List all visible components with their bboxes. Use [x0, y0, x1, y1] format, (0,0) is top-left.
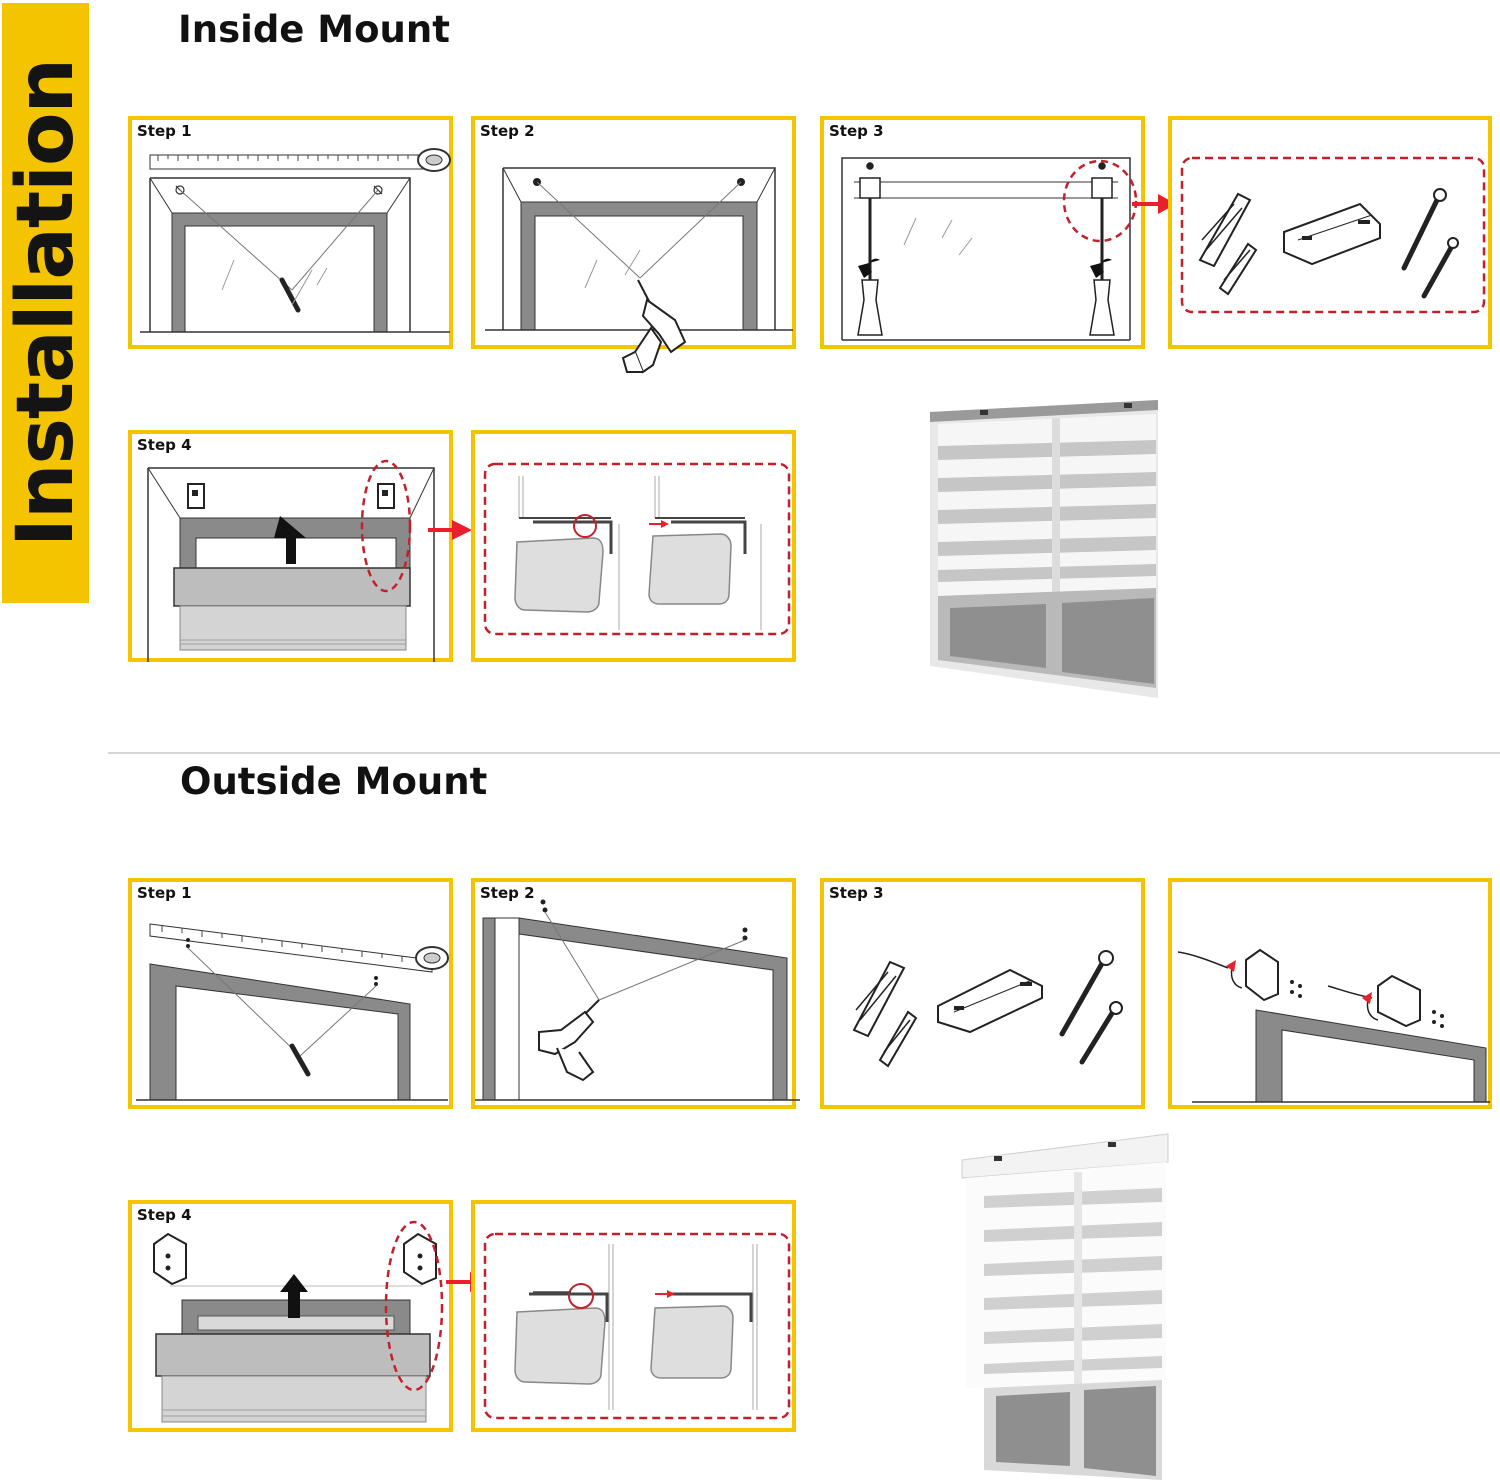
- inside-bracket-detail-panel: [471, 430, 796, 662]
- inside-step-1-diagram: [132, 120, 457, 353]
- outside-step-2-panel: [471, 878, 796, 1109]
- inside-mount-title: Inside Mount: [178, 8, 450, 51]
- hardware-kit-diagram: [1172, 120, 1496, 353]
- inside-step-4-label: Step 4: [137, 436, 192, 454]
- inside-bracket-detail-diagram: [475, 434, 800, 666]
- outside-step-4-panel: [128, 1200, 453, 1432]
- zebra-blind-outside-illustration: [956, 1132, 1170, 1482]
- outside-bracket-detail-panel: [471, 1200, 796, 1432]
- inside-step-4-diagram: [132, 434, 457, 666]
- outside-step-1-diagram: [132, 882, 457, 1113]
- outside-bracket-detail-diagram: [475, 1204, 800, 1436]
- outside-step-3-panel: [820, 878, 1145, 1109]
- section-divider: [108, 752, 1500, 754]
- inside-step-3-panel: [820, 116, 1145, 349]
- outside-step-1-label: Step 1: [137, 884, 192, 902]
- outside-bracket-install-panel: [1168, 878, 1492, 1109]
- inside-step-4-panel: [128, 430, 453, 662]
- zebra-blind-inside-illustration: [928, 398, 1160, 700]
- outside-mount-product-photo: [956, 1132, 1170, 1482]
- inside-hardware-panel: [1168, 116, 1492, 349]
- inside-step-3-label: Step 3: [829, 122, 884, 140]
- outside-step-4-label: Step 4: [137, 1206, 192, 1224]
- inside-step-2-diagram: [475, 120, 800, 353]
- inside-mount-product-photo: [928, 398, 1160, 700]
- inside-step-2-panel: [471, 116, 796, 349]
- outside-step-1-panel: [128, 878, 453, 1109]
- outside-step-2-label: Step 2: [480, 884, 535, 902]
- outside-step-2-diagram: [475, 882, 800, 1113]
- inside-step-1-panel: [128, 116, 453, 349]
- outside-step-3-diagram: [824, 882, 1149, 1113]
- outside-step-3-label: Step 3: [829, 884, 884, 902]
- outside-step-4-diagram: [132, 1204, 457, 1436]
- inside-step-1-label: Step 1: [137, 122, 192, 140]
- inside-step-3-diagram: [824, 120, 1149, 353]
- installation-banner: [2, 3, 89, 603]
- inside-step-2-label: Step 2: [480, 122, 535, 140]
- outside-bracket-install-diagram: [1172, 882, 1496, 1113]
- installation-banner-label: Installation: [1, 58, 91, 548]
- outside-mount-title: Outside Mount: [180, 760, 488, 803]
